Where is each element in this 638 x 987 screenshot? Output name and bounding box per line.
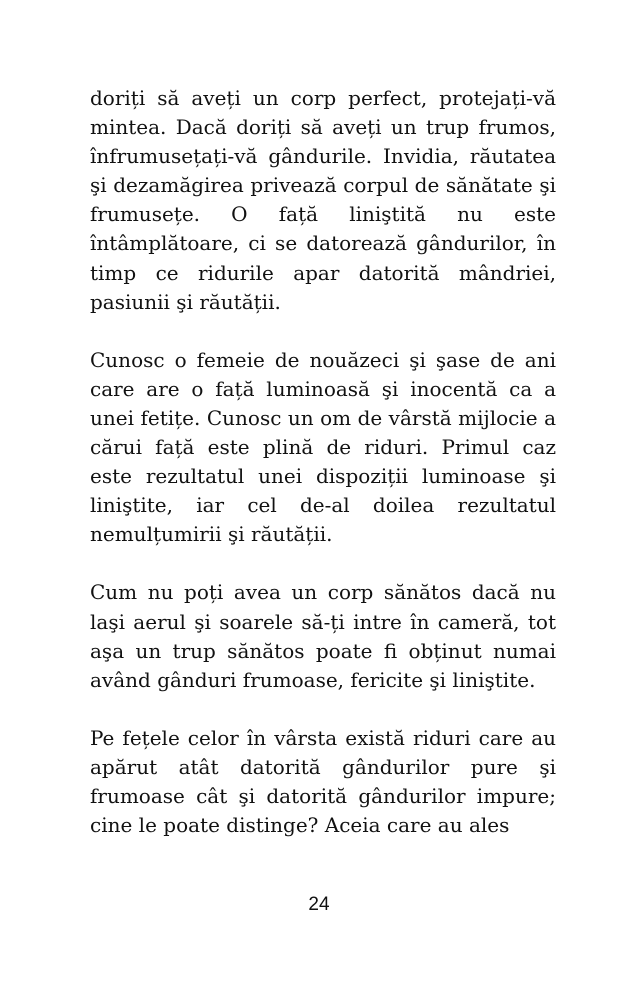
page-number: 24	[308, 894, 330, 915]
paragraph-3: Cum nu poți avea un corp sănătos dacă nu laşi aerul şi soarele să-ți intre în cameră, tot aşa un trup sănătos poate fi obținut numai având gânduri frumoase, fericite şi liniştite.	[90, 580, 556, 692]
paragraph-2: Cunosc o femeie de nouăzeci şi şase de ani care are o față luminoasă şi inocentă ca a unei fetițe. Cunosc un om de vârstă mijlocie a cărui față este plină de riduri. Primul caz este rezultatul unei dispoziții luminoase şi liniştite, iar cel de-al doilea rezultatul nemulțumirii şi răutății.	[90, 347, 556, 547]
paragraph-1: doriți să aveți un corp perfect, protejați-vă mintea. Dacă doriți să aveți un trup frumos, înfrumusețați-vă gândurile. Invidia, răutatea şi dezamăgirea privează corpul de sănătate şi frumusețe. O față liniştită nu este întâmplătoare, ci se datorează gândurilor, în timp ce ridurile apar datorită mândriei, pasiunii şi răutății.	[90, 86, 556, 314]
body-text	[90, 84, 556, 840]
paragraph-4: Pe fețele celor în vârsta există riduri care au apărut atât datorită gândurilor pure şi frumoase cât şi datorită gândurilor impure; cine le poate distinge? Aceia care au ales	[90, 725, 556, 838]
